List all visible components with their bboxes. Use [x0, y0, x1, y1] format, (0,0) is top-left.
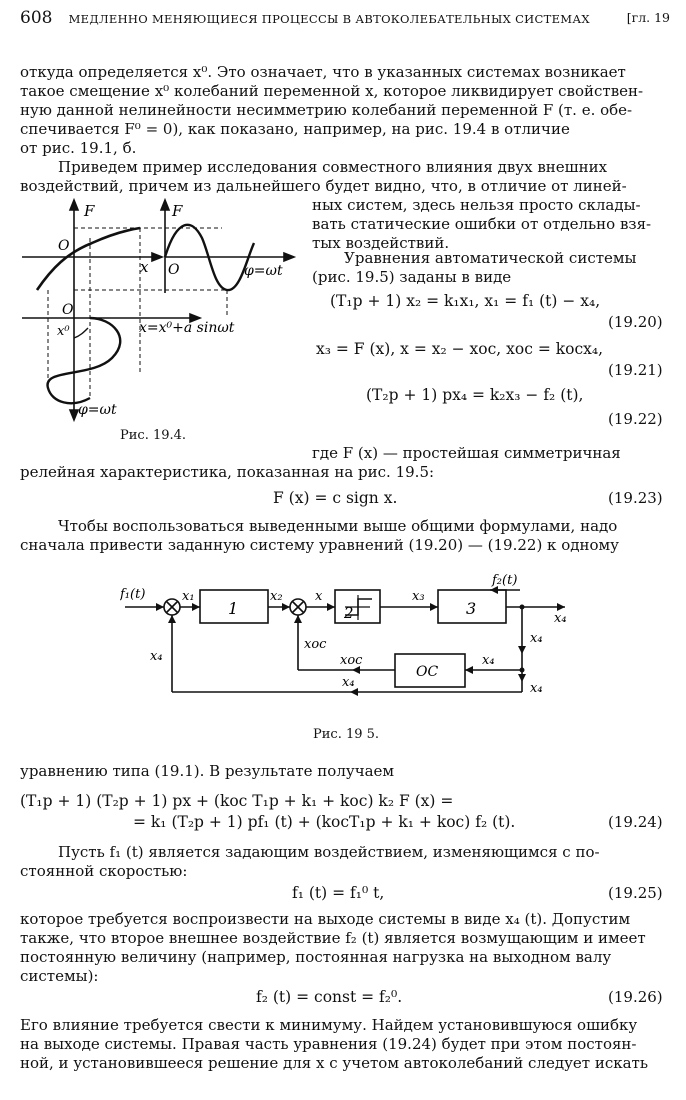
equation-19-21: x₃ = F (x), x = x₂ − xос, xос = kосx₄,	[316, 340, 604, 358]
label-f2: f₂(t)	[492, 573, 518, 588]
paragraph-where	[20, 444, 666, 482]
label-x: x	[315, 589, 323, 604]
paragraph-after-figure	[20, 762, 666, 781]
text-line: вать статические ошибки от отдельно взя-	[312, 215, 652, 233]
label-x4-output: x₄	[554, 611, 567, 626]
equation-number-19-23: (19.23)	[608, 489, 663, 507]
label-block-1: 1	[228, 599, 239, 618]
text-line: Его влияние требуется свести к минимуму. Найдем установившуюся ошибку	[20, 1016, 638, 1034]
arrow-icon	[465, 666, 473, 674]
text-line: сначала привести заданную систему уравнений (19.20) — (19.22) к одному	[20, 536, 619, 554]
paragraph-6	[20, 910, 666, 986]
equation-19-25: f₁ (t) = f₁⁰ t,	[292, 884, 385, 902]
arrow-icon	[161, 200, 169, 210]
paragraph-5	[20, 843, 666, 881]
arrow-icon	[168, 615, 176, 623]
arrow-icon	[152, 253, 162, 261]
arrow-icon	[557, 603, 565, 611]
text-line: воздействий, причем из дальнейшего будет видно, что, в отличие от линей-	[20, 177, 627, 195]
label-block-2: 2	[344, 604, 354, 622]
text-line: (рис. 19.5) заданы в виде	[312, 268, 512, 286]
paragraph-1	[20, 63, 666, 158]
label-x2: x₂	[270, 589, 283, 604]
label-O-top: O	[58, 238, 70, 254]
equation-19-20: (T₁p + 1) x₂ = k₁x₁, x₁ = f₁ (t) − x₄,	[330, 292, 601, 310]
text-line: Пусть f₁ (t) является задающим воздействием, изменяющимся с по-	[58, 843, 600, 861]
paragraph-2	[20, 158, 666, 196]
junction-dot	[520, 668, 525, 673]
text-line: которое требуется воспроизвести на выходе системы в виде x₄ (t). Допустим	[20, 910, 631, 928]
text-line: уравнению типа (19.1). В результате получаем	[20, 762, 395, 780]
label-phi-bottom: φ=ωt	[78, 402, 117, 418]
paragraph-4	[20, 517, 666, 555]
text-line: ных систем, здесь нельзя просто склады-	[312, 196, 641, 214]
figure-19-4	[22, 198, 312, 423]
text-line: ную данной нелинейности несимметрию колебаний переменной F (т. е. обе-	[20, 101, 633, 119]
label-xoc-horizontal: xос	[340, 653, 363, 668]
label-x4-oc: x₄	[482, 653, 495, 668]
arrow-icon	[518, 646, 526, 654]
label-x4-left: x₄	[150, 649, 163, 664]
equation-number-19-21: (19.21)	[608, 361, 663, 379]
equation-number-19-20: (19.20)	[608, 313, 663, 331]
label-x3: x₃	[412, 589, 425, 604]
paragraph-7	[20, 1016, 666, 1073]
text-line: ной, и установившееся решение для x с учетом автоколебаний следует искать	[20, 1054, 649, 1072]
text-line: на выходе системы. Правая часть уравнения (19.24) будет при этом постоян-	[20, 1035, 637, 1053]
text-line: такое смещение x⁰ колебаний переменной x, которое ликвидирует свойствен-	[20, 82, 644, 100]
paragraph-3-right	[312, 249, 666, 287]
text-line: релейная характеристика, показанная на рис. 19.5:	[20, 463, 435, 481]
label-xoc-vertical: xос	[304, 637, 327, 652]
chapter-label: [гл. 19	[626, 10, 670, 25]
page-number: 608	[20, 8, 53, 28]
equation-number-19-26: (19.26)	[608, 988, 663, 1006]
text-line: Уравнения автоматической системы	[344, 249, 637, 267]
arrow-icon	[294, 615, 302, 623]
label-x0: x⁰	[57, 324, 70, 339]
figure-19-5	[120, 570, 570, 715]
arrow-icon	[156, 603, 164, 611]
text-line: откуда определяется x⁰. Это означает, что в указанных системах возникает	[20, 63, 626, 81]
arrow-icon	[284, 253, 294, 261]
x0-marker	[74, 328, 88, 338]
equation-number-19-24: (19.24)	[608, 813, 663, 831]
text-line: тых воздействий.	[312, 234, 450, 252]
label-f1: f₁(t)	[120, 587, 146, 602]
text-line: где F (x) — простейшая симметричная	[312, 444, 621, 462]
arrow-icon	[430, 603, 438, 611]
paragraph-2-right	[312, 196, 666, 253]
arrow-icon	[70, 410, 78, 420]
label-block-oc: ОС	[416, 664, 439, 680]
characteristic-curve	[37, 228, 140, 290]
arrow-icon	[327, 603, 335, 611]
label-x4-right-2: x₄	[530, 681, 543, 696]
text-line: Чтобы воспользоваться выведенными выше общими формулами, надо	[58, 517, 618, 535]
equation-19-24-line-1: (T₁p + 1) (T₂p + 1) px + (kос T₁p + k₁ + kос) k₂ F (x) =	[20, 792, 454, 810]
equation-number-19-25: (19.25)	[608, 884, 663, 902]
arrow-icon	[282, 603, 290, 611]
label-O-bottom: O	[62, 302, 74, 318]
text-line: спечивается F⁰ = 0), как показано, например, на рис. 19.4 в отличие	[20, 120, 570, 138]
label-F-right: F	[172, 202, 183, 220]
arrow-icon	[192, 603, 200, 611]
label-x-axis: x	[140, 258, 149, 276]
junction-dot	[520, 605, 525, 610]
label-block-3: 3	[466, 599, 477, 618]
arrow-icon	[70, 200, 78, 210]
figure-19-5-caption: Рис. 19 5.	[313, 727, 380, 742]
equation-19-24-line-2: = k₁ (T₂p + 1) pf₁ (t) + (kосT₁p + k₁ + kос) f₂ (t).	[133, 813, 516, 831]
figure-19-4-caption: Рис. 19.4.	[120, 428, 187, 443]
equation-19-26: f₂ (t) = const = f₂⁰.	[256, 988, 403, 1006]
equation-19-23: F (x) = c sign x.	[273, 489, 398, 507]
equation-number-19-22: (19.22)	[608, 410, 663, 428]
arrow-icon	[518, 674, 526, 682]
label-x1: x₁	[182, 589, 195, 604]
text-line: стоянной скоростью:	[20, 862, 188, 880]
label-F-left: F	[84, 202, 95, 220]
label-phi-right: φ=ωt	[244, 263, 283, 279]
text-line: также, что второе внешнее воздействие f₂ (t) является возмущающим и имеет	[20, 929, 646, 947]
running-title: МЕДЛЕННО МЕНЯЮЩИЕСЯ ПРОЦЕССЫ В АВТОКОЛЕБАТЕЛЬНЫХ СИСТЕМАХ	[68, 12, 590, 26]
text-line: от рис. 19.1, б.	[20, 139, 137, 157]
label-x-equation: x=x⁰+a sinωt	[139, 320, 235, 336]
text-line: Приведем пример исследования совместного влияния двух внешних	[58, 158, 608, 176]
label-x4-bottom: x₄	[342, 675, 355, 690]
equation-19-22: (T₂p + 1) px₄ = k₂x₃ − f₂ (t),	[366, 386, 584, 404]
label-x4-right-1: x₄	[530, 631, 543, 646]
text-line: системы):	[20, 967, 99, 985]
running-header	[20, 8, 670, 28]
label-O-right: O	[168, 262, 180, 278]
text-line: постоянную величину (например, постоянная нагрузка на выходном валу	[20, 948, 612, 966]
